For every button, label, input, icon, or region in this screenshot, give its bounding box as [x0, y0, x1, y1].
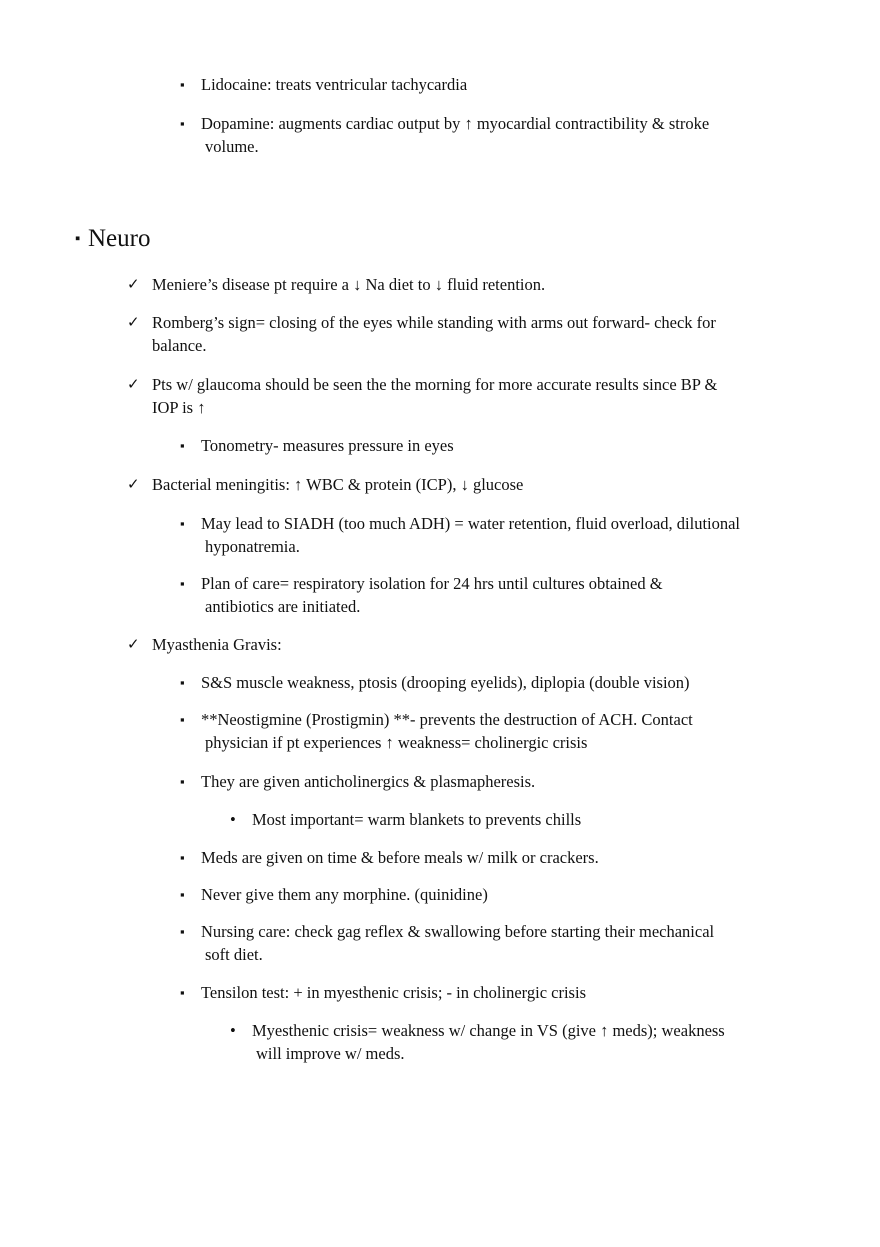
meds-on-time-line: Meds are given on time & before meals w/ milk or crackers.	[201, 848, 599, 867]
neostigmine-line-cont: physician if pt experiences ↑ weakness= cholinergic crisis	[205, 733, 588, 752]
romberg-line: Romberg’s sign= closing of the eyes while standing with arms out forward- check for	[152, 313, 716, 332]
check-marker: ✓	[127, 375, 140, 393]
myesthenic-crisis-line: Myesthenic crisis= weakness w/ change in VS (give ↑ meds); weakness	[252, 1021, 725, 1040]
myesthenic-crisis-line-cont: will improve w/ meds.	[256, 1044, 405, 1063]
check-marker: ✓	[127, 475, 140, 493]
warm-blankets-line: Most important= warm blankets to prevents chills	[252, 810, 582, 829]
check-marker: ✓	[127, 313, 140, 331]
myasthenia-gravis-line: Myasthenia Gravis:	[152, 635, 282, 654]
plan-of-care-line-cont: antibiotics are initiated.	[205, 597, 361, 616]
check-marker: ✓	[127, 275, 140, 293]
bullet-marker: ▪	[180, 77, 185, 92]
meningitis-line: Bacterial meningitis: ↑ WBC & protein (ICP), ↓ glucose	[152, 475, 524, 494]
tonometry-line: Tonometry- measures pressure in eyes	[201, 436, 454, 455]
tensilon-test-line: Tensilon test: + in myesthenic crisis; - in cholinergic crisis	[201, 983, 586, 1002]
bullet-marker: ▪	[180, 850, 185, 865]
bullet-marker: ▪	[180, 985, 185, 1000]
bullet-marker: ▪	[180, 116, 185, 131]
bullet-marker: ▪	[180, 675, 185, 690]
bullet-marker: ▪	[180, 924, 185, 939]
anticholinergics-line: They are given anticholinergics & plasmapheresis.	[201, 772, 536, 791]
bullet-marker: ▪	[180, 774, 185, 789]
bullet-marker: ▪	[180, 712, 185, 727]
plan-of-care-line: Plan of care= respiratory isolation for 24 hrs until cultures obtained &	[201, 574, 663, 593]
romberg-line-cont: balance.	[152, 336, 207, 355]
sns-line: S&S muscle weakness, ptosis (drooping eyelids), diplopia (double vision)	[201, 673, 690, 692]
bullet-marker: ▪	[180, 576, 185, 591]
meniere-line: Meniere’s disease pt require a ↓ Na diet to ↓ fluid retention.	[152, 275, 546, 294]
bullet-marker: ▪	[180, 887, 185, 902]
siadh-line-cont: hyponatremia.	[205, 537, 300, 556]
section-heading-neuro: Neuro	[88, 225, 151, 252]
section-marker: ▪	[75, 231, 81, 247]
nursing-care-line: Nursing care: check gag reflex & swallowing before starting their mechanical	[201, 922, 715, 941]
dopamine-line-cont: volume.	[205, 137, 259, 156]
check-marker: ✓	[127, 635, 140, 653]
no-morphine-line: Never give them any morphine. (quinidine)	[201, 885, 488, 904]
dopamine-line: Dopamine: augments cardiac output by ↑ myocardial contractibility & stroke	[201, 114, 710, 133]
siadh-line: May lead to SIADH (too much ADH) = water retention, fluid overload, dilutional	[201, 514, 741, 533]
glaucoma-line: Pts w/ glaucoma should be seen the the morning for more accurate results since BP &	[152, 375, 718, 394]
lidocaine-line: Lidocaine: treats ventricular tachycardia	[201, 75, 468, 94]
bullet-marker: ▪	[180, 516, 185, 531]
dot-marker: •	[230, 810, 236, 829]
glaucoma-line-cont: IOP is ↑	[152, 398, 206, 417]
dot-marker: •	[230, 1021, 236, 1040]
bullet-marker: ▪	[180, 438, 185, 453]
neostigmine-line: **Neostigmine (Prostigmin) **- prevents the destruction of ACH. Contact	[201, 710, 693, 729]
nursing-care-line-cont: soft diet.	[205, 945, 263, 964]
